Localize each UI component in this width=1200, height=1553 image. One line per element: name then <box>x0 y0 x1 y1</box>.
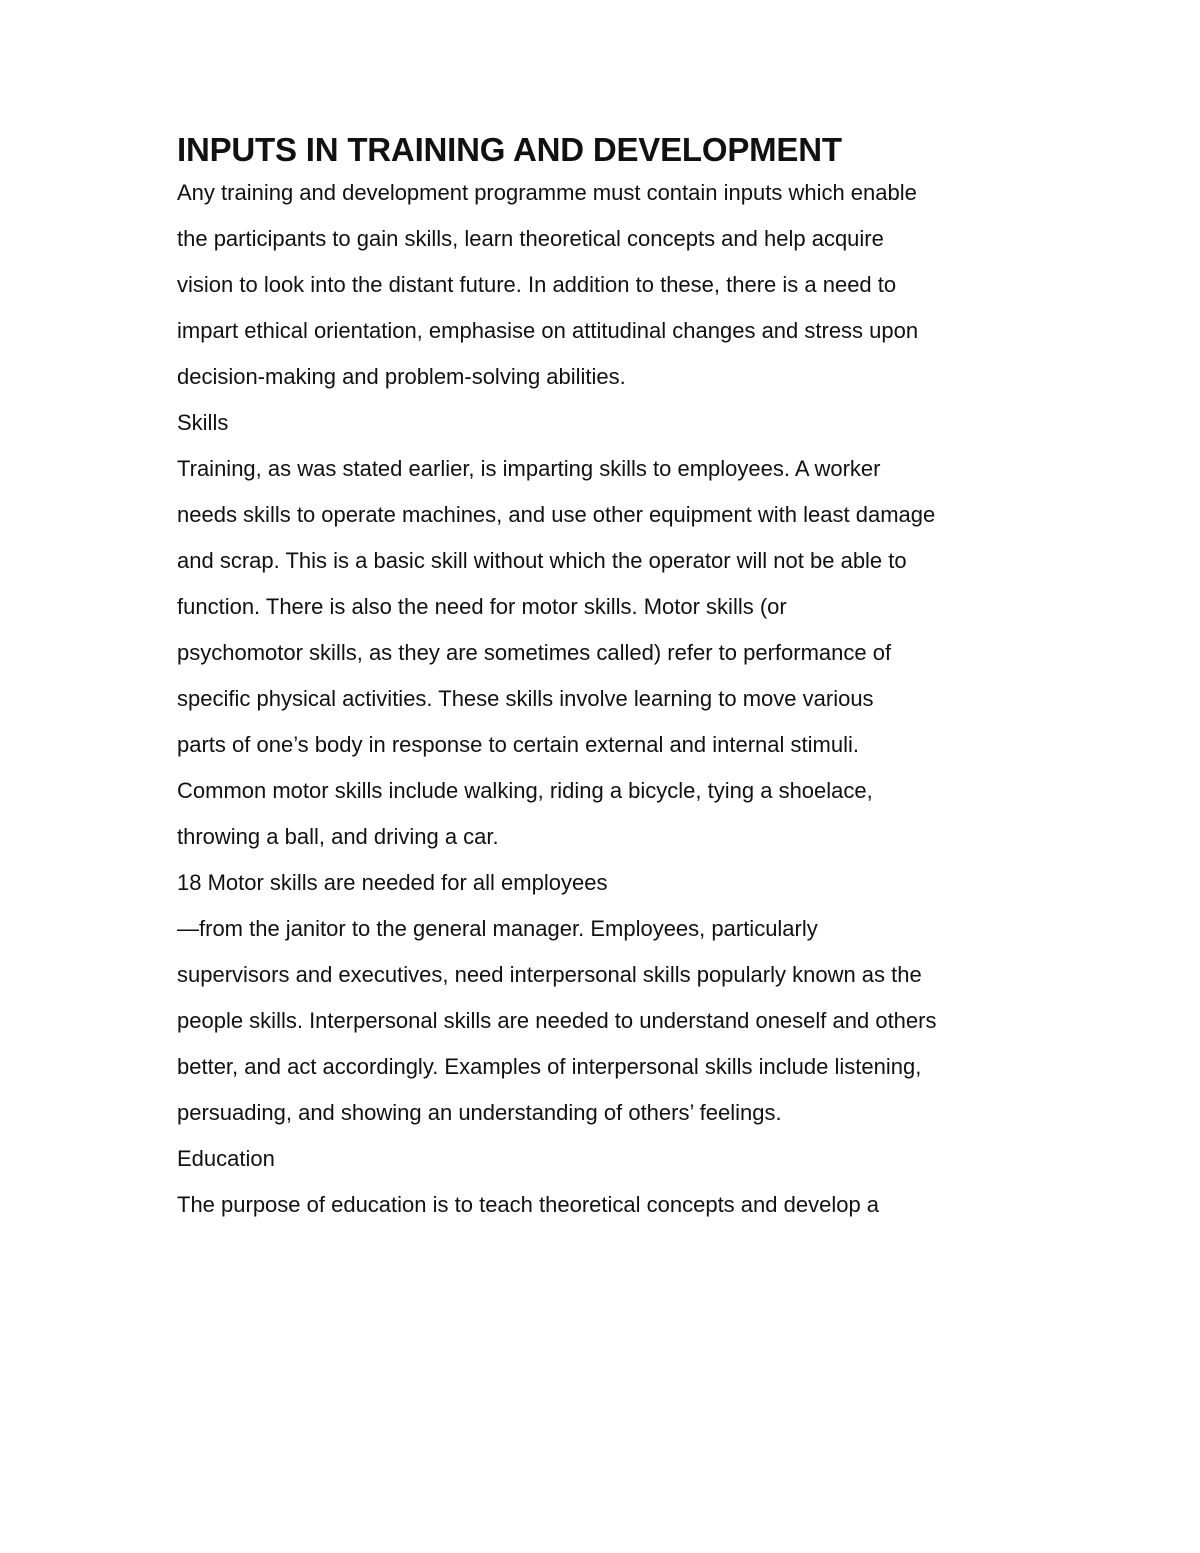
text-line: decision-making and problem-solving abilities. <box>177 364 626 389</box>
text-line: function. There is also the need for motor skills. Motor skills (or <box>177 594 787 619</box>
text-line: psychomotor skills, as they are sometimes called) refer to performance of <box>177 640 892 665</box>
text-line: better, and act accordingly. Examples of interpersonal skills include listening, <box>177 1054 922 1079</box>
text-line: supervisors and executives, need interpersonal skills popularly known as the <box>177 962 922 987</box>
text-line: throwing a ball, and driving a car. <box>177 824 499 849</box>
text-line: Common motor skills include walking, riding a bicycle, tying a shoelace, <box>177 778 873 803</box>
section-heading-education: Education <box>177 1146 275 1171</box>
text-line: —from the janitor to the general manager. Employees, particularly <box>177 916 818 941</box>
text-line: vision to look into the distant future. In addition to these, there is a need to <box>177 272 897 297</box>
text-line: parts of one’s body in response to certain external and internal stimuli. <box>177 732 859 757</box>
text-line: people skills. Interpersonal skills are needed to understand oneself and others <box>177 1008 937 1033</box>
text-line: The purpose of education is to teach theoretical concepts and develop a <box>177 1192 880 1217</box>
text-line: Training, as was stated earlier, is imparting skills to employees. A worker <box>177 456 881 481</box>
text-line: 18 Motor skills are needed for all employees <box>177 870 608 895</box>
text-line: specific physical activities. These skills involve learning to move various <box>177 686 874 711</box>
text-line: and scrap. This is a basic skill without which the operator will not be able to <box>177 548 907 573</box>
text-line: Any training and development programme must contain inputs which enable <box>177 180 917 205</box>
text-line: impart ethical orientation, emphasise on attitudinal changes and stress upon <box>177 318 919 343</box>
section-heading-skills: Skills <box>177 410 229 435</box>
document-title: INPUTS IN TRAINING AND DEVELOPMENT <box>177 131 842 168</box>
text-line: needs skills to operate machines, and use other equipment with least damage <box>177 502 936 527</box>
text-line: the participants to gain skills, learn theoretical concepts and help acquire <box>177 226 884 251</box>
document-lines <box>177 180 1037 1218</box>
text-line: persuading, and showing an understanding of others’ feelings. <box>177 1100 782 1125</box>
document-body <box>177 128 1037 1238</box>
